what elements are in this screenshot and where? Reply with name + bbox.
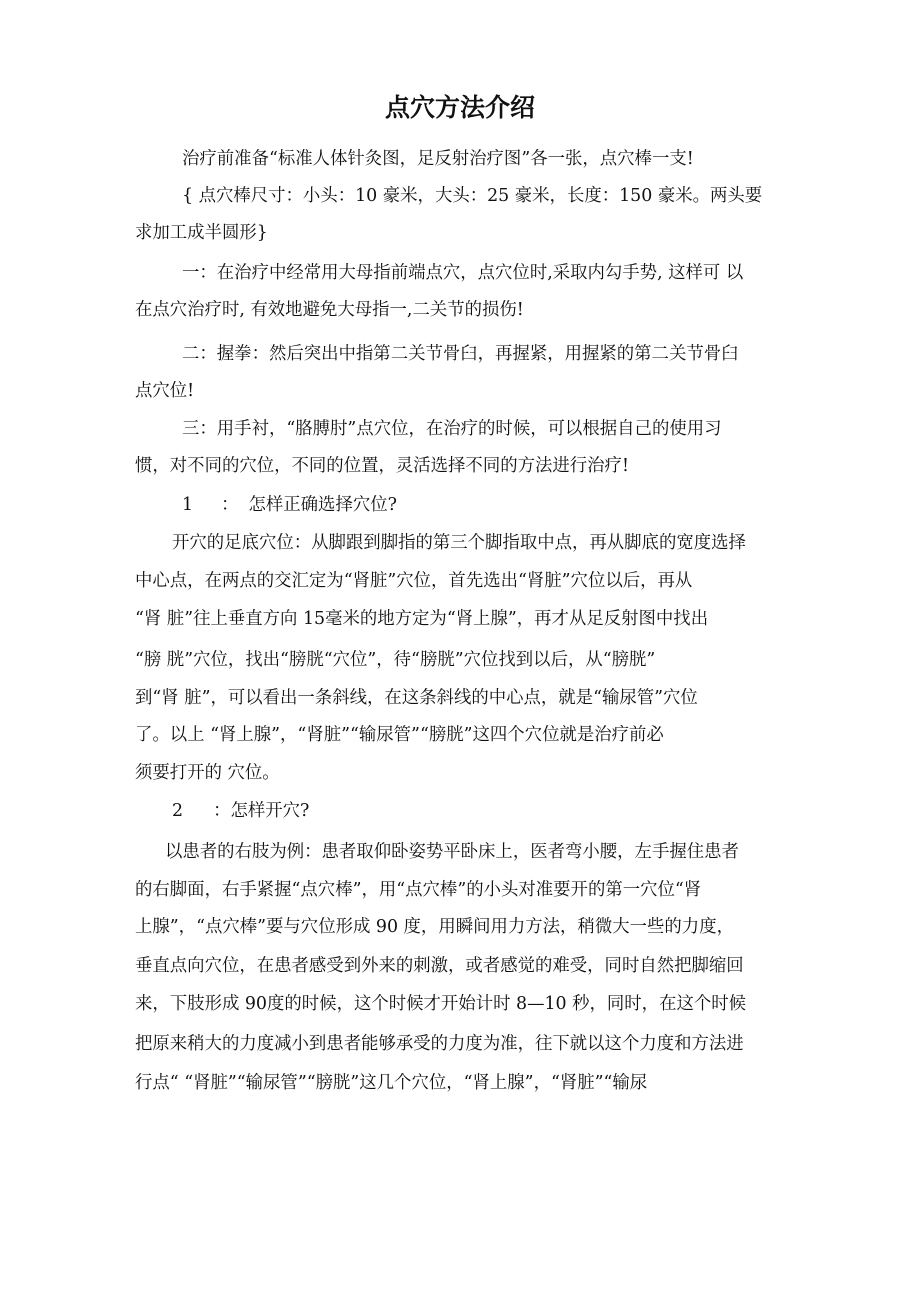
- question-heading-1: [182, 492, 397, 518]
- text-line: “肾 脏”往上垂直方向 15毫米的地方定为“肾上腺”，再才从足反射图中找出: [135, 609, 709, 629]
- text-line: 点穴位!: [135, 381, 195, 401]
- question-heading-2: [172, 798, 309, 824]
- question-number: 1: [182, 495, 194, 515]
- text-line: 三：用手衬，“胳膊肘”点穴位，在治疗的时候，可以根据自己的使用习: [182, 419, 722, 439]
- text-line: 中心点，在两点的交汇定为“肾脏”穴位，首先选出“肾脏”穴位以后，再从: [135, 571, 693, 591]
- text-line: 一：在治疗中经常用大母指前端点穴，点穴位时,采取内勾手势, 这样可 以: [182, 263, 744, 283]
- text-line: 求加工成半圆形}: [135, 223, 268, 243]
- text-line: 以患者的右肢为例：患者取仰卧姿势平卧床上，医者弯小腰，左手握住患者: [165, 842, 739, 862]
- text-line: { 点穴棒尺寸：小头：10 豪米，大头：25 豪米，长度：150 豪米。两头要: [182, 186, 763, 206]
- text-line: 来，下肢形成 90度的时候，这个时候才开始计时 8—10 秒，同时，在这个时候: [135, 994, 747, 1014]
- text-line: 须要打开的 穴位。: [135, 763, 280, 783]
- text-line: 惯，对不同的穴位，不同的位置，灵活选择不同的方法进行治疗!: [135, 456, 629, 476]
- text-line: 开穴的足底穴位：从脚跟到脚指的第三个脚指取中点，再从脚底的宽度选择: [172, 533, 746, 553]
- text-line: 的右脚面，右手紧握“点穴棒”，用“点穴棒”的小头对准要开的第一穴位“肾: [135, 880, 702, 900]
- text-line: 了。以上 “肾上腺”，“肾脏”“输尿管”“膀胱”这四个穴位就是治疗前必: [135, 725, 664, 745]
- question-number: 2: [172, 801, 184, 821]
- question-colon: ：: [221, 495, 239, 515]
- text-line: 把原来稍大的力度减小到患者能够承受的力度为准，往下就以这个力度和方法进: [135, 1034, 744, 1054]
- text-line: “膀 胱”穴位，找出“膀胱“穴位”，待“膀胱”穴位找到以后，从“膀胱”: [135, 650, 656, 670]
- text-line: 治疗前准备“标准人体针灸图，足反射治疗图”各一张，点穴棒一支!: [182, 149, 694, 169]
- text-line: 在点穴治疗时, 有效地避免大母指一,二关节的损伤!: [135, 300, 524, 320]
- text-line: 行点“ “肾脏”“输尿管”“膀胱”这几个穴位，“肾上腺”，“肾脏”“输尿: [135, 1073, 648, 1093]
- text-line: 上腺”，“点穴棒”要与穴位形成 90 度，用瞬间用力方法，稍微大一些的力度，: [135, 917, 734, 937]
- text-line: 二：握拳：然后突出中指第二关节骨臼，再握紧，用握紧的第二关节骨臼: [182, 344, 739, 364]
- text-line: 到“肾 脏”，可以看出一条斜线，在这条斜线的中心点，就是“输尿管”穴位: [135, 688, 698, 708]
- text-line: 垂直点向穴位，在患者感受到外来的刺激，或者感觉的难受，同时自然把脚缩回: [135, 956, 744, 976]
- question-text: 怎样正确选择穴位?: [248, 495, 397, 515]
- page-title: 点穴方法介绍: [384, 93, 535, 122]
- question-colon: ：: [213, 801, 231, 821]
- question-text: 怎样开穴?: [230, 801, 310, 821]
